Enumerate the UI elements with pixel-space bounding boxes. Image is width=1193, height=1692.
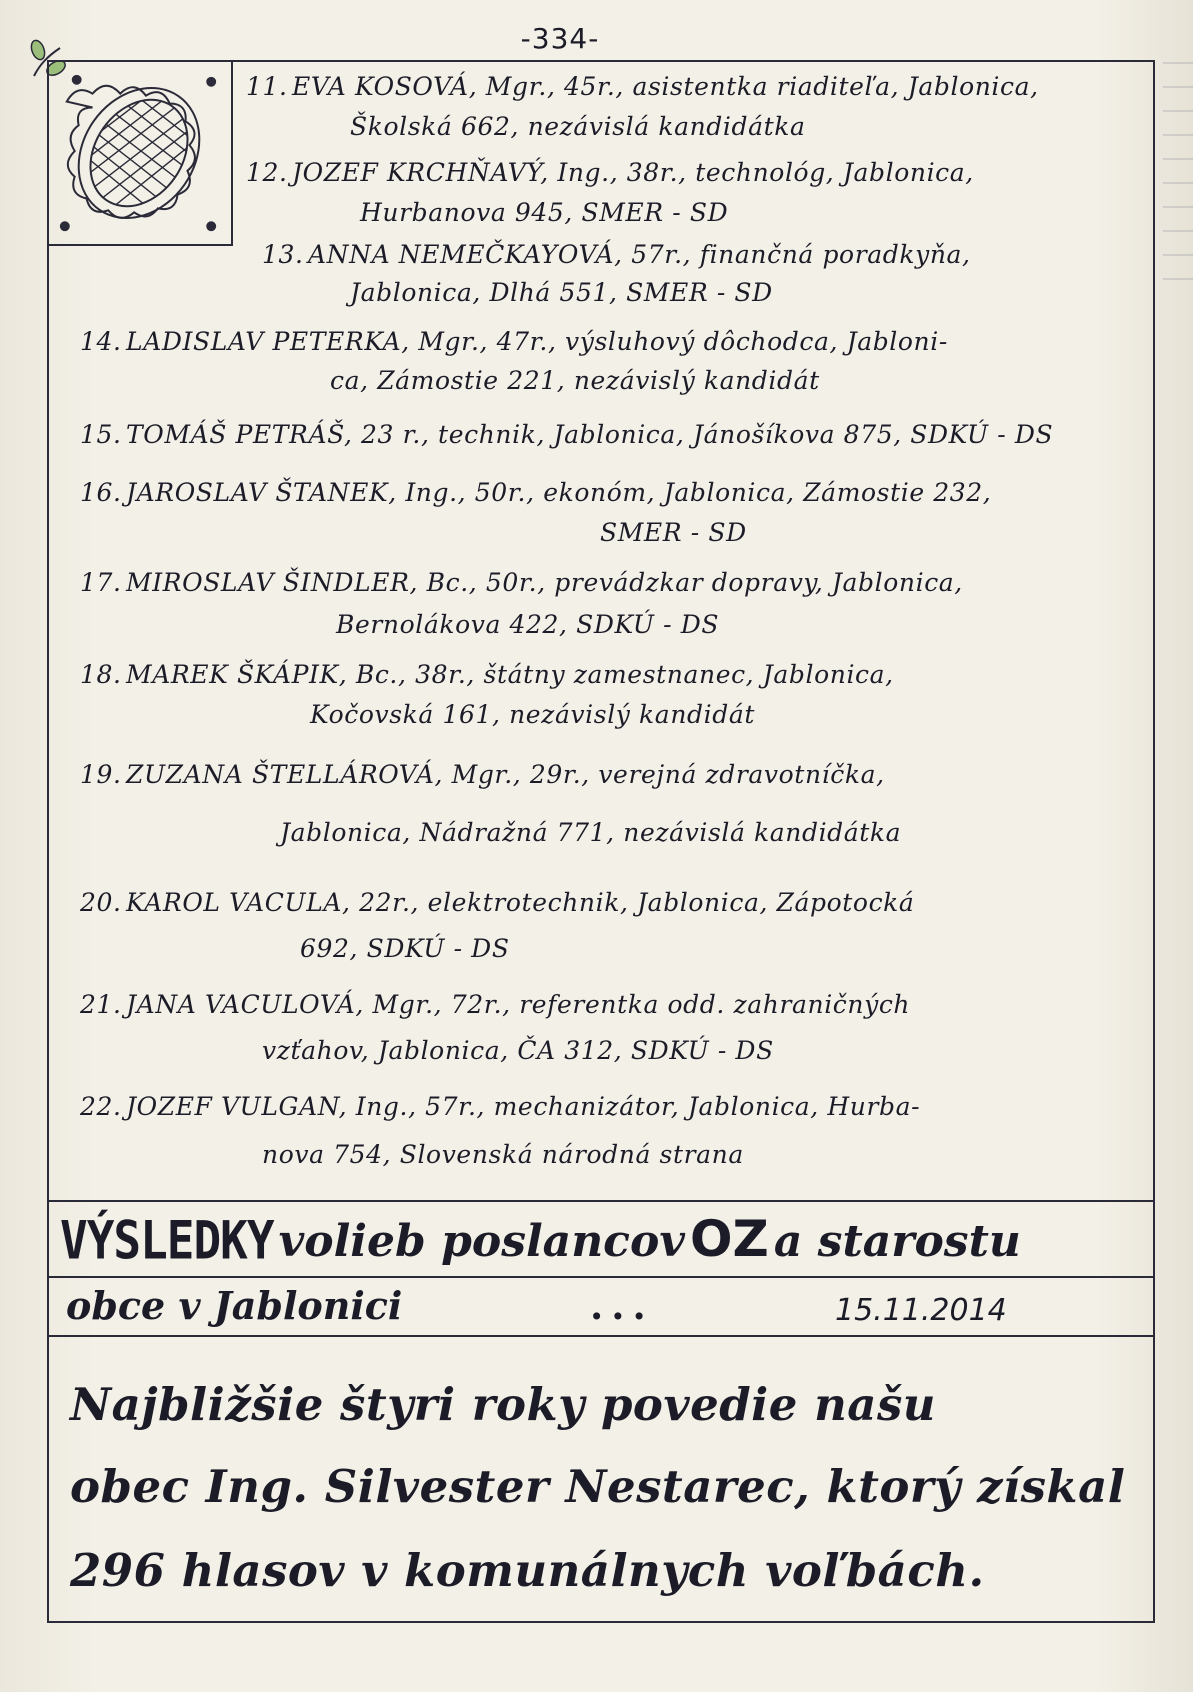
candidate-20-line1: [80, 888, 914, 918]
candidate-22-line1: [80, 1092, 920, 1122]
candidate-number: 18.: [80, 660, 122, 689]
candidate-11-line1: [246, 72, 1039, 102]
candidate-12-line1: [246, 158, 974, 188]
results-heading: [60, 1208, 1021, 1272]
candidate-text: JANA VACULOVÁ, Mgr., 72r., referentka odd. zahraničných: [126, 990, 911, 1019]
section-divider-bottom: [47, 1335, 1155, 1337]
candidate-17-line1: [80, 568, 963, 598]
candidate-12-line2: Hurbanova 945, SMER - SD: [360, 198, 729, 227]
heading-starostu: a starostu: [773, 1216, 1021, 1267]
candidate-11-line2: Školská 662, nezávislá kandidátka: [350, 112, 806, 141]
folk-ornament-icon: [47, 62, 231, 244]
candidate-number: 13.: [262, 240, 304, 269]
candidate-text: TOMÁŠ PETRÁŠ, 23 r., technik, Jablonica, Jánošíkova 875, SDKÚ - DS: [126, 420, 1054, 449]
heading-dots: ...: [590, 1283, 654, 1328]
candidate-14-line2: ca, Zámostie 221, nezávislý kandidát: [330, 366, 820, 395]
heading-volieb: volieb poslancov: [278, 1216, 685, 1267]
candidate-number: 22.: [80, 1092, 122, 1121]
heading-oz: OZ: [689, 1210, 769, 1268]
candidate-text: EVA KOSOVÁ, Mgr., 45r., asistentka riaditeľa, Jablonica,: [292, 72, 1039, 101]
candidate-18-line1: [80, 660, 894, 690]
candidate-number: 19.: [80, 760, 122, 789]
candidate-16-line2: SMER - SD: [600, 518, 747, 547]
candidate-22-line2: nova 754, Slovenská národná strana: [262, 1140, 744, 1169]
candidate-text: ZUZANA ŠTELLÁROVÁ, Mgr., 29r., verejná zdravotníčka,: [126, 760, 885, 789]
candidate-text: MAREK ŠKÁPIK, Bc., 38r., štátny zamestnanec, Jablonica,: [126, 660, 894, 689]
bleed-through-lines: [1163, 40, 1193, 300]
candidate-number: 21.: [80, 990, 122, 1019]
election-date: 15.11.2014: [835, 1293, 1007, 1328]
candidate-text: ANNA NEMEČKAYOVÁ, 57r., finančná poradkyňa,: [308, 240, 971, 269]
candidate-number: 16.: [80, 478, 122, 507]
candidate-number: 17.: [80, 568, 122, 597]
candidate-21-line2: vzťahov, Jablonica, ČA 312, SDKÚ - DS: [262, 1036, 774, 1065]
candidate-text: KAROL VACULA, 22r., elektrotechnik, Jablonica, Zápotocká: [126, 888, 915, 917]
candidate-13-line1: [262, 240, 971, 270]
candidate-text: LADISLAV PETERKA, Mgr., 47r., výsluhový dôchodca, Jabloni-: [126, 327, 948, 356]
candidate-19-line1: [80, 760, 885, 790]
section-divider-mid: [47, 1276, 1155, 1278]
candidate-text: MIROSLAV ŠINDLER, Bc., 50r., prevádzkar dopravy, Jablonica,: [126, 568, 963, 597]
candidate-21-line1: [80, 990, 910, 1020]
candidate-19-line2: Jablonica, Nádražná 771, nezávislá kandidátka: [280, 818, 902, 847]
candidate-14-line1: [80, 327, 948, 357]
section-divider-top: [47, 1200, 1155, 1202]
candidate-text: JOZEF VULGAN, Ing., 57r., mechanizátor, Jablonica, Hurba-: [126, 1092, 921, 1121]
result-line-2: obec Ing. Silvester Nestarec, ktorý získal: [70, 1460, 1126, 1513]
candidate-text: JOZEF KRCHŇAVÝ, Ing., 38r., technológ, Jablonica,: [292, 158, 974, 187]
candidate-18-line2: Kočovská 161, nezávislý kandidát: [310, 700, 755, 729]
page-number: -334-: [520, 22, 600, 55]
candidate-number: 14.: [80, 327, 122, 356]
ornament-box: [47, 62, 233, 246]
result-line-3: 296 hlasov v komunálnych voľbách.: [70, 1544, 985, 1597]
candidate-17-line2: Bernolákova 422, SDKÚ - DS: [336, 610, 720, 639]
heading-vysledky: VÝSLEDKY: [60, 1208, 274, 1272]
result-line-1: Najbližšie štyri roky povedie našu: [70, 1378, 937, 1431]
candidate-number: 15.: [80, 420, 122, 449]
candidate-20-line2: 692, SDKÚ - DS: [300, 934, 510, 963]
candidate-number: 11.: [246, 72, 288, 101]
candidate-number: 12.: [246, 158, 288, 187]
candidate-text: JAROSLAV ŠTANEK, Ing., 50r., ekonóm, Jablonica, Zámostie 232,: [126, 478, 992, 507]
candidate-13-line2: Jablonica, Dlhá 551, SMER - SD: [350, 278, 773, 307]
candidate-15-line1: [80, 420, 1053, 450]
candidate-16-line1: [80, 478, 991, 508]
heading-subline: obce v Jablonici: [66, 1283, 403, 1328]
candidate-number: 20.: [80, 888, 122, 917]
